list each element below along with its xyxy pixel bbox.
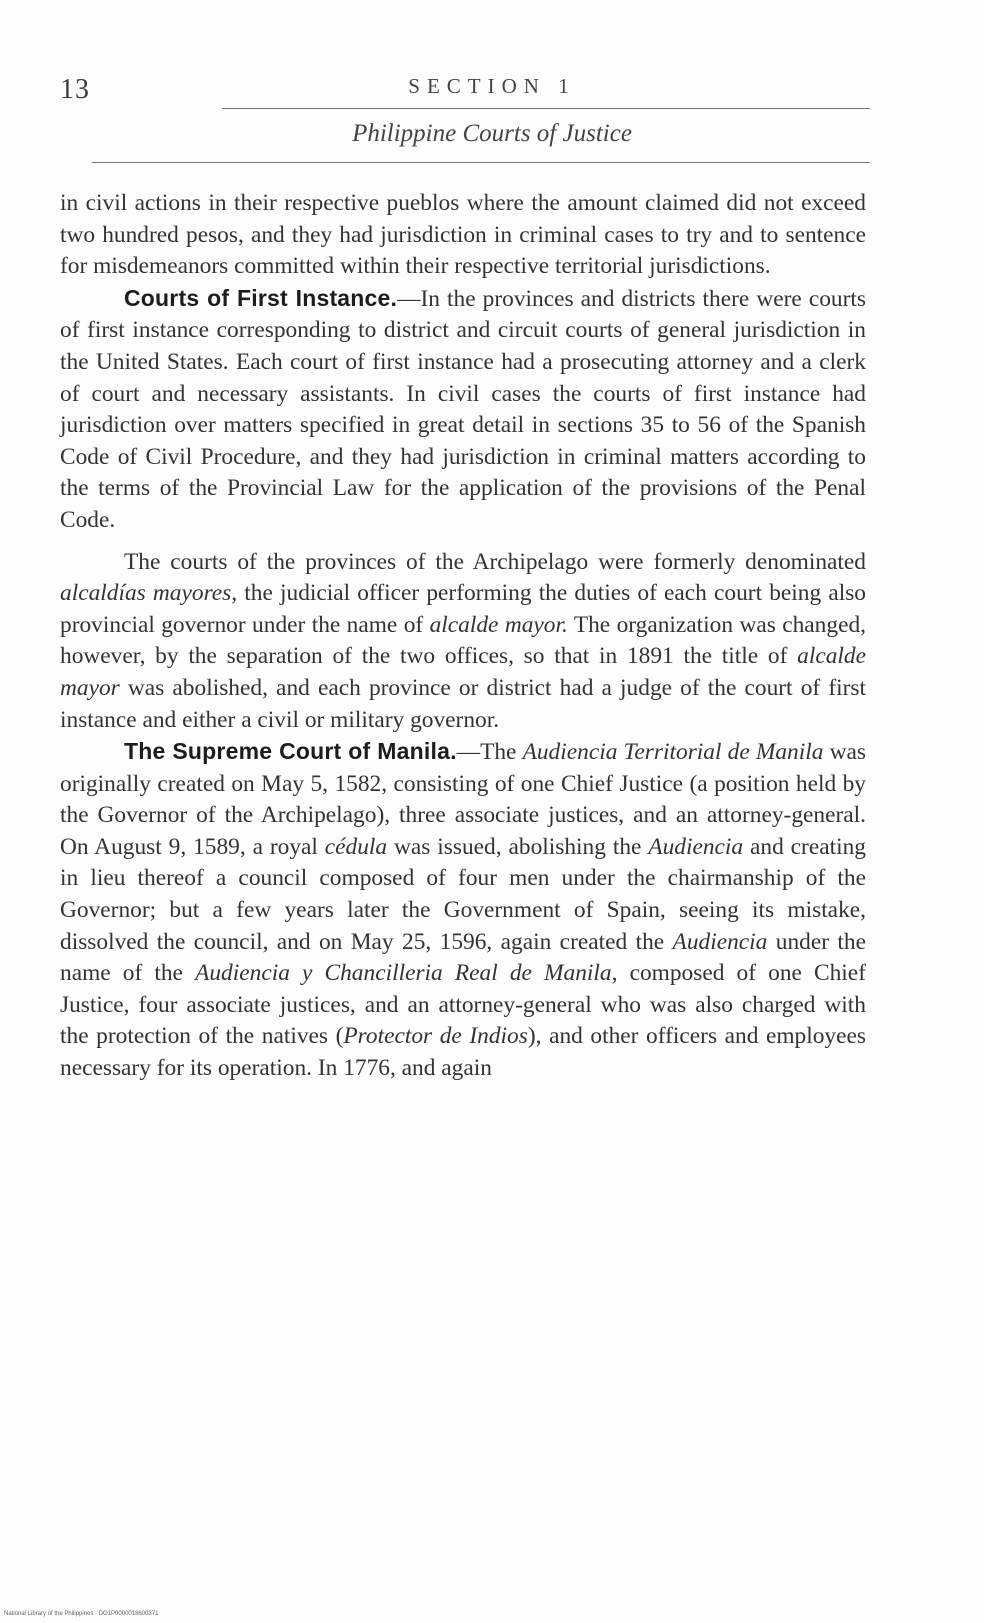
section-heading-courts-first-instance: Courts of First Instance. — [124, 284, 398, 311]
paragraph-supreme-court — [60, 736, 866, 1085]
paragraph-provincial-courts — [60, 547, 866, 737]
italic-term: Audiencia — [672, 928, 768, 955]
paragraph-text: —The — [456, 739, 523, 766]
paragraph-text: and creating in lieu thereof a council composed of four men under the chairmanship of the Governor; but a few years later the Government of Spain, seeing its mistake, dissolved the council, and on May 25, 1596, again created the — [60, 833, 866, 955]
italic-term: Audiencia y Chancilleria Real de Manila, — [195, 960, 618, 987]
library-footer-note: National Library of the Philippines · DO1P0000018600371 — [4, 1611, 159, 1617]
italic-term: alcaldías mayores, — [60, 580, 238, 607]
paragraph-text: was abolished, and each province or district had a judge of the court of first instance and either a civil or military governor. — [60, 674, 866, 733]
paragraph-text: under the name of the — [60, 928, 866, 987]
paragraph-continuation — [60, 188, 866, 283]
section-heading-supreme-court: The Supreme Court of Manila. — [124, 738, 457, 765]
italic-term: Audiencia Territorial de Manila — [522, 739, 824, 766]
italic-term: Protector de Indios — [343, 1023, 528, 1050]
paragraph-text: —In the provinces and districts there were courts of first instance corresponding to district and circuit courts of general jurisdiction in the United States. Each court of first instance had a prosecuting attorney and a clerk of court and necessary assistants. In civil cases the courts of first instance had jurisdiction over matters specified in great detail in sections 35 to 56 of the Spanish Code of Civil Procedure, and they had jurisdiction in criminal matters according to the terms of the Provincial Law for the application of the provisions of the Penal Code. — [60, 285, 866, 533]
paragraph-text: the judicial officer performing the duties of each court being also provincial governor under the name of — [60, 580, 867, 638]
paragraph-text: The organization was changed, however, by the separation of the two offices, so that in 1891 the title of — [60, 611, 866, 670]
header-rule-bottom — [92, 162, 870, 163]
italic-term: cédula — [324, 833, 388, 860]
paragraph-courts-first-instance — [60, 283, 866, 537]
italic-term: alcalde mayor. — [429, 611, 568, 638]
body-text — [60, 188, 866, 1085]
italic-term: Audiencia — [648, 833, 744, 860]
paragraph-text: was originally created on May 5, 1582, consisting of one Chief Justice (a position held by the Governor of the Archipelago), three associate justices, and an attorney-general. On August 9, 1589, a royal — [60, 739, 866, 860]
italic-term: alcalde mayor — [60, 643, 866, 701]
page-number: 13 — [60, 74, 90, 105]
paragraph-text: ), and other officers and employees necessary for its operation. In 1776, and again — [60, 1023, 866, 1082]
section-label: SECTION 1 — [408, 74, 576, 98]
running-title: Philippine Courts of Justice — [352, 120, 632, 147]
paragraph-text: in civil actions in their respective pueblos where the amount claimed did not exceed two hundred pesos, and they had jurisdiction in criminal cases to try and to sentence for misdemeanors committed within their respective territorial jurisdictions. — [60, 190, 866, 280]
paragraph-text: The courts of the provinces of the Archipelago were formerly denominated — [124, 548, 866, 575]
paragraph-text: composed of one Chief Justice, four associate justices, and an attorney-general who was also charged with the protection of the natives ( — [60, 960, 866, 1050]
header-rule-top — [222, 108, 870, 109]
paragraph-text: was issued, abolishing the — [387, 833, 649, 860]
